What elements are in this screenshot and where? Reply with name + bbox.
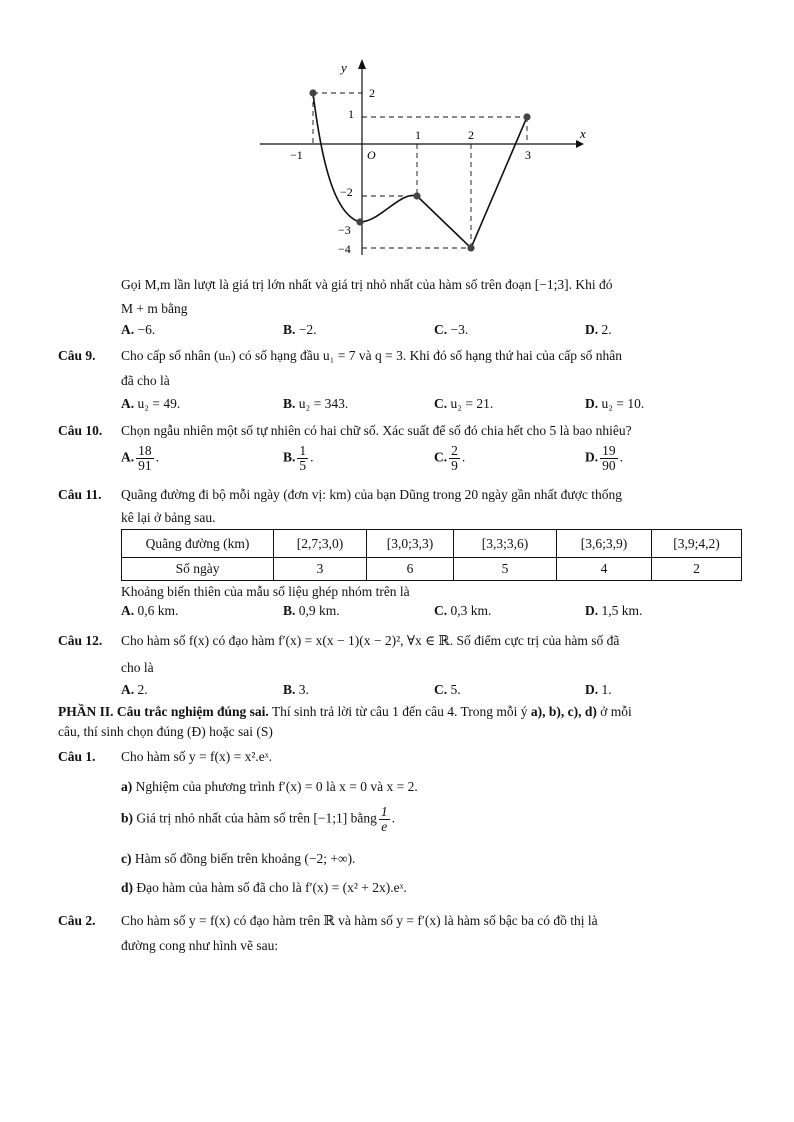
- q11-option-a[interactable]: A. 0,6 km.: [121, 603, 179, 618]
- table-cell: [3,6;3,9): [557, 530, 652, 558]
- q10-text: Chọn ngẫu nhiên một số tự nhiên có hai chữ số. Xác suất để số đó chia hết cho 5 là bao nhiêu?: [121, 423, 632, 438]
- table-cell: [3,9;4,2): [652, 530, 742, 558]
- y-tick-label: 2: [369, 86, 375, 100]
- x-axis-label: x: [580, 126, 586, 141]
- q10-option-b[interactable]: B. $\frac{1}{5}$ .: [283, 443, 314, 473]
- p2q2-text-line2: đường cong như hình vẽ sau:: [121, 938, 279, 953]
- y-tick-label: −3: [338, 223, 351, 237]
- q8-text-line2: M + m bằng: [121, 301, 188, 316]
- table-cell: 6: [367, 558, 454, 581]
- table-cell: [3,0;3,3): [367, 530, 454, 558]
- q8-option-c[interactable]: C. −3.: [434, 322, 469, 337]
- q9-text-line1: Cho cấp số nhân (uₙ) có số hạng đầu u₁ = 7 và q = 3. Khi đó số hạng thứ hai của cấp số nhân: [121, 348, 622, 363]
- q11-data-table: [121, 529, 742, 581]
- table-cell: 4: [557, 558, 652, 581]
- x-tick-label: 3: [525, 148, 531, 162]
- q8-option-b[interactable]: B. −2.: [283, 322, 317, 337]
- q12-number: Câu 12.: [58, 633, 103, 648]
- q9-option-a[interactable]: A. u₂ = 49.: [121, 396, 181, 411]
- table-header-days: Số ngày: [122, 558, 274, 581]
- table-cell: 2: [652, 558, 742, 581]
- y-axis-label: y: [341, 60, 347, 75]
- p2q1-item-a[interactable]: a) Nghiệm của phương trình f′(x) = 0 là x = 0 và x = 2.: [121, 779, 418, 794]
- p2q2-text-line1: Cho hàm số y = f(x) có đạo hàm trên ℝ và hàm số y = f′(x) là hàm số bậc ba có đồ thị là: [121, 913, 598, 928]
- y-tick-label: −2: [340, 185, 353, 199]
- q12-text-line2: cho là: [121, 660, 154, 675]
- p2q1-item-d[interactable]: d) Đạo hàm của hàm số đã cho là f′(x) = (x² + 2x).eˣ.: [121, 880, 407, 895]
- q11-option-d[interactable]: D. 1,5 km.: [585, 603, 643, 618]
- q12-option-a[interactable]: A. 2.: [121, 682, 148, 697]
- q11-option-c[interactable]: C. 0,3 km.: [434, 603, 492, 618]
- q11-text-line3: Khoảng biến thiên của mẫu số liệu ghép nhóm trên là: [121, 584, 410, 599]
- function-graph: [250, 55, 600, 265]
- q11-number: Câu 11.: [58, 487, 102, 502]
- q10-number: Câu 10.: [58, 423, 103, 438]
- q9-option-b[interactable]: B. u₂ = 343.: [283, 396, 349, 411]
- origin-label: O: [367, 148, 376, 162]
- q10-option-d[interactable]: D. $\frac{19}{90}$ .: [585, 443, 623, 473]
- part2-instructions-line2: câu, thí sinh chọn đúng (Đ) hoặc sai (S): [58, 724, 273, 739]
- q12-option-b[interactable]: B. 3.: [283, 682, 309, 697]
- q9-text-line2: đã cho là: [121, 373, 170, 388]
- part2-title: PHẦN II. Câu trắc nghiệm đúng sai.: [58, 704, 269, 719]
- x-tick-label: 2: [468, 128, 474, 142]
- y-tick-label: −4: [338, 242, 351, 256]
- q9-option-d[interactable]: D. u₂ = 10.: [585, 396, 645, 411]
- q8-option-a[interactable]: A. −6.: [121, 322, 156, 337]
- table-cell: [3,3;3,6): [454, 530, 557, 558]
- table-cell: 3: [274, 558, 367, 581]
- q12-text-line1: Cho hàm số f(x) có đạo hàm f′(x) = x(x − 1)(x − 2)², ∀x ∈ ℝ. Số điểm cực trị của hàm số đã: [121, 633, 620, 648]
- q10-option-c[interactable]: C. $\frac{2}{9}$ .: [434, 443, 466, 473]
- q9-number: Câu 9.: [58, 348, 96, 363]
- p2q2-number: Câu 2.: [58, 913, 96, 928]
- table-cell: 5: [454, 558, 557, 581]
- q10-option-a[interactable]: A. $\frac{18}{91}$ .: [121, 443, 159, 473]
- q11-option-b[interactable]: B. 0,9 km.: [283, 603, 340, 618]
- q12-option-c[interactable]: C. 5.: [434, 682, 461, 697]
- q11-text-line1: Quãng đường đi bộ mỗi ngày (đơn vị: km) của bạn Dũng trong 20 ngày gần nhất được thống: [121, 487, 622, 502]
- q8-text-line1: Gọi M,m lần lượt là giá trị lớn nhất và giá trị nhỏ nhất của hàm số trên đoạn [−1;3]. Khi đó: [121, 277, 613, 292]
- table-cell: [2,7;3,0): [274, 530, 367, 558]
- q9-option-c[interactable]: C. u₂ = 21.: [434, 396, 494, 411]
- x-tick-label: 1: [415, 128, 421, 142]
- y-tick-label: 1: [348, 107, 354, 121]
- p2q1-number: Câu 1.: [58, 749, 96, 764]
- p2q1-text: Cho hàm số y = f(x) = x².eˣ.: [121, 749, 273, 764]
- x-axis-arrow-icon: [576, 140, 584, 148]
- table-header-distance: Quãng đường (km): [122, 530, 274, 558]
- y-axis-arrow-icon: [358, 59, 366, 69]
- p2q1-item-b[interactable]: b) Giá trị nhỏ nhất của hàm số trên [−1;1] bằng $\frac{1}{e}$ .: [121, 804, 395, 834]
- q11-text-line2: kê lại ở bảng sau.: [121, 510, 216, 525]
- part2-instructions-line1: PHẦN II. Câu trắc nghiệm đúng sai. Thí sinh trả lời từ câu 1 đến câu 4. Trong mỗi ý a), b), c), d) ở mỗi: [58, 704, 632, 719]
- p2q1-item-c[interactable]: c) Hàm số đồng biến trên khoảng (−2; +∞).: [121, 851, 356, 866]
- q12-option-d[interactable]: D. 1.: [585, 682, 612, 697]
- x-tick-label: −1: [290, 148, 303, 162]
- q8-option-d[interactable]: D. 2.: [585, 322, 612, 337]
